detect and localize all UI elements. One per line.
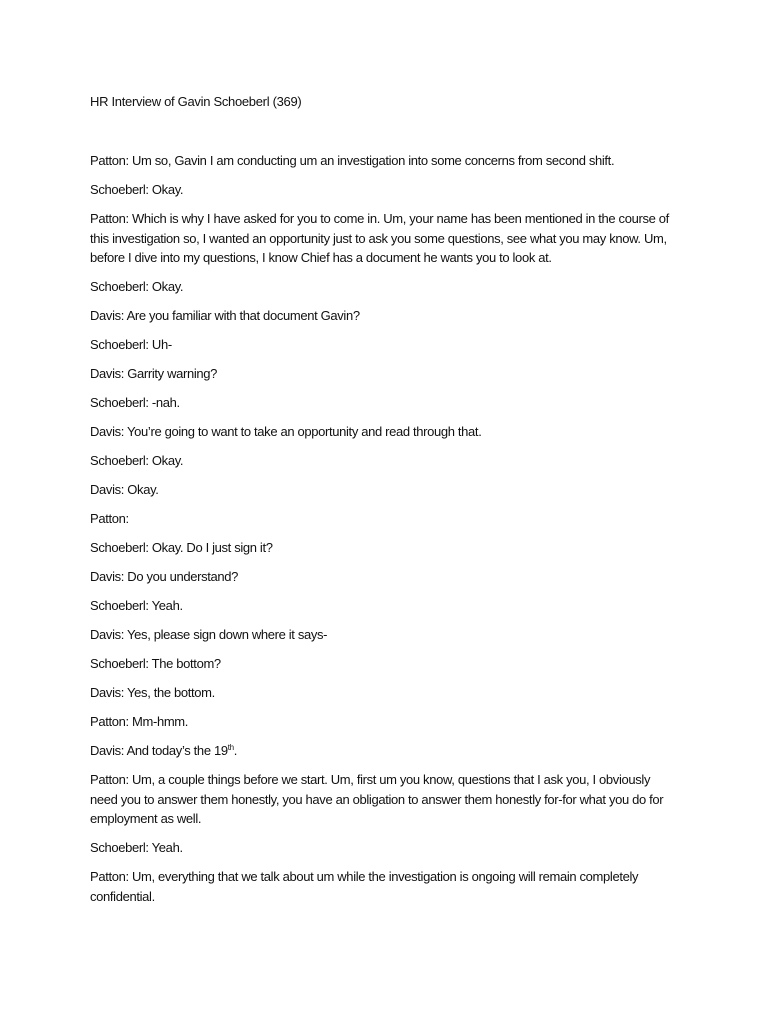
transcript-line: Davis: Are you familiar with that document Gavin? [90,308,360,323]
transcript-line: Patton: Mm-hmm. [90,714,189,729]
document-title: HR Interview of Gavin Schoeberl (369) [90,94,302,109]
date-line-text: Davis: And today’s the 19 [90,743,228,758]
transcript-line: Davis: Garrity warning? [90,366,218,381]
transcript-line: Schoeberl: Okay. [90,182,184,197]
transcript-line: Schoeberl: Okay. Do I just sign it? [90,540,273,555]
transcript-line: Schoeberl: -nah. [90,395,180,410]
transcript-line: Schoeberl: Yeah. [90,840,183,855]
transcript [90,151,680,916]
transcript-line: Davis: Yes, please sign down where it says- [90,627,328,642]
transcript-line: Patton: Um so, Gavin I am conducting um an investigation into some concerns from second shift. [90,153,615,168]
transcript-line: Davis: Do you understand? [90,569,239,584]
transcript-line: Schoeberl: Okay. [90,453,184,468]
transcript-line: Davis: Okay. [90,482,159,497]
transcript-line: Schoeberl: Yeah. [90,598,183,613]
transcript-line: Davis: You’re going to want to take an opportunity and read through that. [90,424,482,439]
transcript-line: Patton: Which is why I have asked for you to come in. Um, your name has been mentioned in the course of this investigation so, I wanted an opportunity just to ask you some questions, see what you may know. Um, before I dive into my questions, I know Chief has a document he wants you to look at. [90,211,669,265]
date-line-period: . [233,743,237,758]
date-ordinal-suffix: th [227,743,234,752]
transcript-line: Schoeberl: Uh- [90,337,172,352]
transcript-line: Patton: [90,511,129,526]
transcript-line: Davis: Yes, the bottom. [90,685,215,700]
transcript-line: Patton: Um, everything that we talk about um while the investigation is ongoing will remain completely confidential. [90,869,639,904]
transcript-line: Schoeberl: The bottom? [90,656,221,671]
transcript-line: Schoeberl: Okay. [90,279,184,294]
transcript-line-date [90,741,680,761]
transcript-line: Patton: Um, a couple things before we start. Um, first um you know, questions that I ask you, I obviously need you to answer them honestly, you have an obligation to answer them honestly for-for what you do for employment as well. [90,772,664,826]
